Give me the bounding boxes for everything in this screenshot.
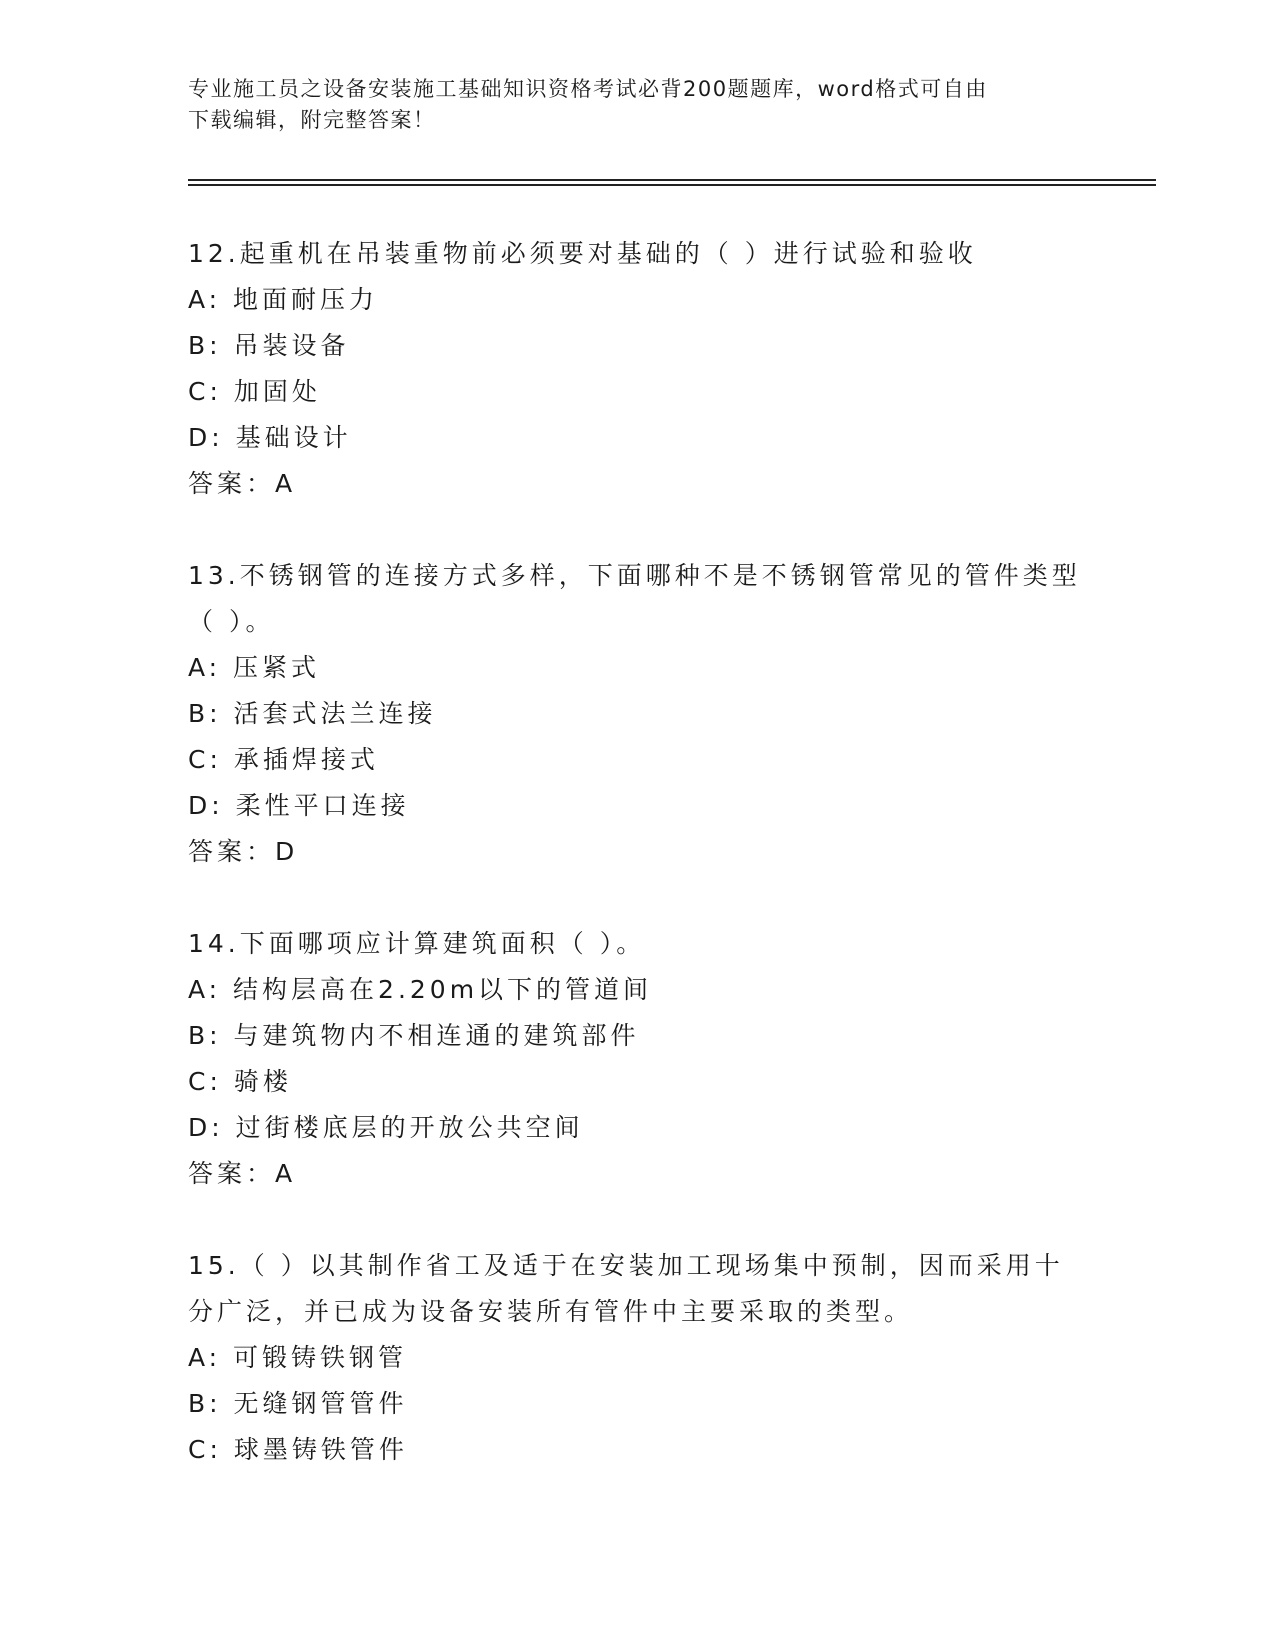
question-block [188, 1243, 1088, 1473]
question-block [188, 553, 1088, 875]
question-block [188, 921, 1088, 1197]
option-line: C: 球墨铸铁管件 [188, 1435, 408, 1464]
question-block [188, 231, 1088, 507]
document-header [188, 74, 1088, 136]
question-stem-line: 14.下面哪项应计算建筑面积（ ）。 [188, 929, 646, 958]
option-line: C: 承插焊接式 [188, 745, 379, 774]
option-line: D: 基础设计 [188, 423, 352, 452]
option-line: A: 结构层高在2.20m以下的管道间 [188, 975, 653, 1004]
question-stem-line: 15.（ ）以其制作省工及适于在安装加工现场集中预制，因而采用十 [188, 1251, 1064, 1280]
question-stem-line: 12.起重机在吊装重物前必须要对基础的（ ）进行试验和验收 [188, 239, 977, 268]
option-line: B: 吊装设备 [188, 331, 350, 360]
option-line: A: 可锻铸铁钢管 [188, 1343, 408, 1372]
header-divider-top [188, 179, 1156, 181]
option-line: C: 加固处 [188, 377, 321, 406]
answer-line: 答案：D [188, 837, 299, 866]
answer-line: 答案：A [188, 1159, 297, 1188]
option-line: B: 活套式法兰连接 [188, 699, 437, 728]
option-line: D: 过街楼底层的开放公共空间 [188, 1113, 584, 1142]
option-line: A: 压紧式 [188, 653, 321, 682]
option-line: B: 无缝钢管管件 [188, 1389, 408, 1418]
header-line-2: 下载编辑，附完整答案！ [188, 108, 436, 132]
option-line: A: 地面耐压力 [188, 285, 379, 314]
option-line: D: 柔性平口连接 [188, 791, 410, 820]
option-line: B: 与建筑物内不相连通的建筑部件 [188, 1021, 640, 1050]
answer-line: 答案：A [188, 469, 297, 498]
question-stem-line: 分广泛，并已成为设备安装所有管件中主要采取的类型。 [188, 1297, 914, 1326]
header-line-1: 专业施工员之设备安装施工基础知识资格考试必背200题题库，word格式可自由 [188, 77, 988, 101]
question-stem-line: 13.不锈钢管的连接方式多样，下面哪种不是不锈钢管常见的管件类型 [188, 561, 1081, 590]
header-divider-bottom [188, 184, 1156, 186]
question-stem-line: （ ）。 [188, 607, 275, 636]
option-line: C: 骑楼 [188, 1067, 292, 1096]
question-list [188, 231, 1088, 1519]
